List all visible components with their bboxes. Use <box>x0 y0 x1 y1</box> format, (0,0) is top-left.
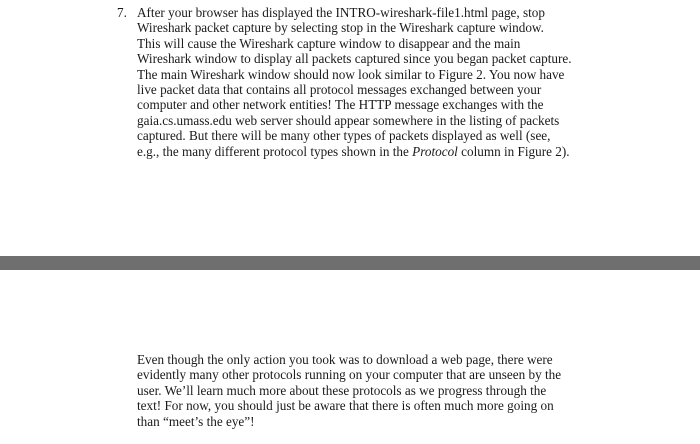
text-line: The main Wireshark window should now look similar to Figure 2. You now have <box>137 66 565 82</box>
text-line: text! For now, you should just be aware that there is often much more going on <box>137 398 554 414</box>
follow-up-paragraph <box>137 352 597 429</box>
text-line: gaia.cs.umass.edu web server should appear somewhere in the listing of packets <box>137 112 560 128</box>
step-number: 7. <box>117 5 127 20</box>
text-line-last <box>137 144 597 159</box>
text-line: Wireshark window to display all packets captured since you began packet capture. <box>137 51 572 67</box>
protocol-column-term: Protocol <box>412 143 458 159</box>
text-segment: column in Figure 2). <box>457 143 570 159</box>
text-line: After your browser has displayed the INTRO-wireshark-file1.html page, stop <box>137 5 545 20</box>
text-line: captured. But there will be many other types of packets displayed as well (see, <box>137 128 551 144</box>
text-line: computer and other network entities! The HTTP message exchanges with the <box>137 97 544 113</box>
text-line: Wireshark packet capture by selecting stop in the Wireshark capture window. <box>137 20 544 36</box>
text-line: user. We’ll learn much more about these protocols as we progress through the <box>137 382 547 398</box>
text-line: than “meet’s the eye”! <box>137 413 255 429</box>
text-line: Even though the only action you took was to download a web page, there were <box>137 352 553 367</box>
text-line: This will cause the Wireshark capture window to disappear and the main <box>137 35 521 51</box>
step-7-instructions <box>137 5 597 159</box>
page-break-band <box>0 256 700 270</box>
text-line: live packet data that contains all protocol messages exchanged between your <box>137 82 542 98</box>
text-segment: e.g., the many different protocol types shown in the <box>137 143 413 159</box>
text-line: evidently many other protocols running on your computer that are unseen by the <box>137 367 562 383</box>
